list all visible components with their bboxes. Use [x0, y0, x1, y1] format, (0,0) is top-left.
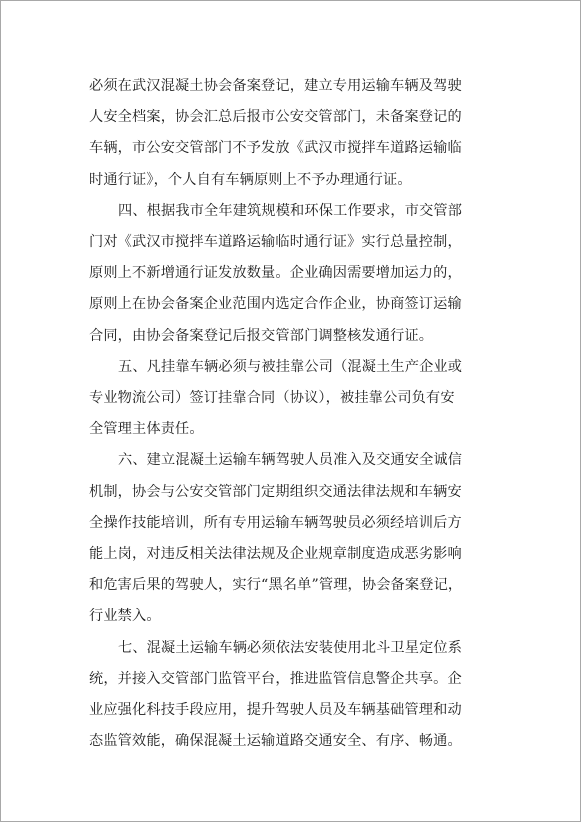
text-line: 能上岗，对违反相关法律法规及企业规章制度造成恶劣影响 — [89, 546, 462, 563]
paragraph-item-5 — [89, 352, 501, 446]
paragraph-item-4 — [89, 196, 501, 352]
text-line: 车辆，市公安交管部门不予发放《武汉市搅拌车道路运输临 — [89, 140, 462, 157]
text-line: 必须在武汉混凝土协会备案登记，建立专用运输车辆及驾驶 — [89, 78, 462, 94]
text-line: 统，并接入交管部门监管平台，推进监管信息警企共享。企 — [89, 670, 462, 687]
text-line: 七、混凝土运输车辆必须依法安装使用北斗卫星定位系 — [118, 639, 463, 656]
text-line: 全管理主体责任。 — [89, 421, 204, 438]
text-line: 人安全档案，协会汇总后报市公安交管部门，未备案登记的 — [89, 109, 462, 126]
paragraph-item-7 — [89, 633, 501, 758]
text-line: 和危害后果的驾驶人，实行“黑名单”管理，协会备案登记， — [89, 577, 463, 594]
text-line: 门对《武汉市搅拌车道路运输临时通行证》实行总量控制， — [89, 234, 462, 251]
text-line: 时通行证》，个人自有车辆原则上不予办理通行证。 — [89, 171, 412, 188]
paragraph-item-6 — [89, 445, 501, 632]
text-line: 合同，由协会备案登记后报交管部门调整核发通行证。 — [89, 327, 434, 344]
text-line: 态监管效能，确保混凝土运输道路交通安全、有序、畅通。 — [89, 733, 462, 750]
paragraph-continuation — [89, 71, 501, 196]
text-line: 原则上不新增通行证发放数量。企业确因需要增加运力的， — [89, 265, 462, 282]
text-line: 四、根据我市全年建筑规模和环保工作要求，市交管部 — [118, 202, 463, 219]
text-line: 专业物流公司）签订挂靠合同（协议），被挂靠公司负有安 — [89, 390, 455, 407]
text-line: 机制，协会与公安交管部门定期组织交通法律法规和车辆安 — [89, 483, 462, 500]
text-line: 五、凡挂靠车辆必须与被挂靠公司（混凝土生产企业或 — [118, 358, 463, 375]
text-line: 业应强化科技手段应用，提升驾驶人员及车辆基础管理和动 — [89, 702, 462, 719]
text-line: 原则上在协会备案企业范围内选定合作企业，协商签订运输 — [89, 296, 462, 313]
text-line: 全操作技能培训，所有专用运输车辆驾驶员必须经培训后方 — [89, 514, 462, 531]
text-line: 六、建立混凝土运输车辆驾驶人员准入及交通安全诚信 — [118, 452, 463, 469]
text-line: 行业禁入。 — [89, 608, 161, 625]
document-body — [89, 71, 501, 757]
